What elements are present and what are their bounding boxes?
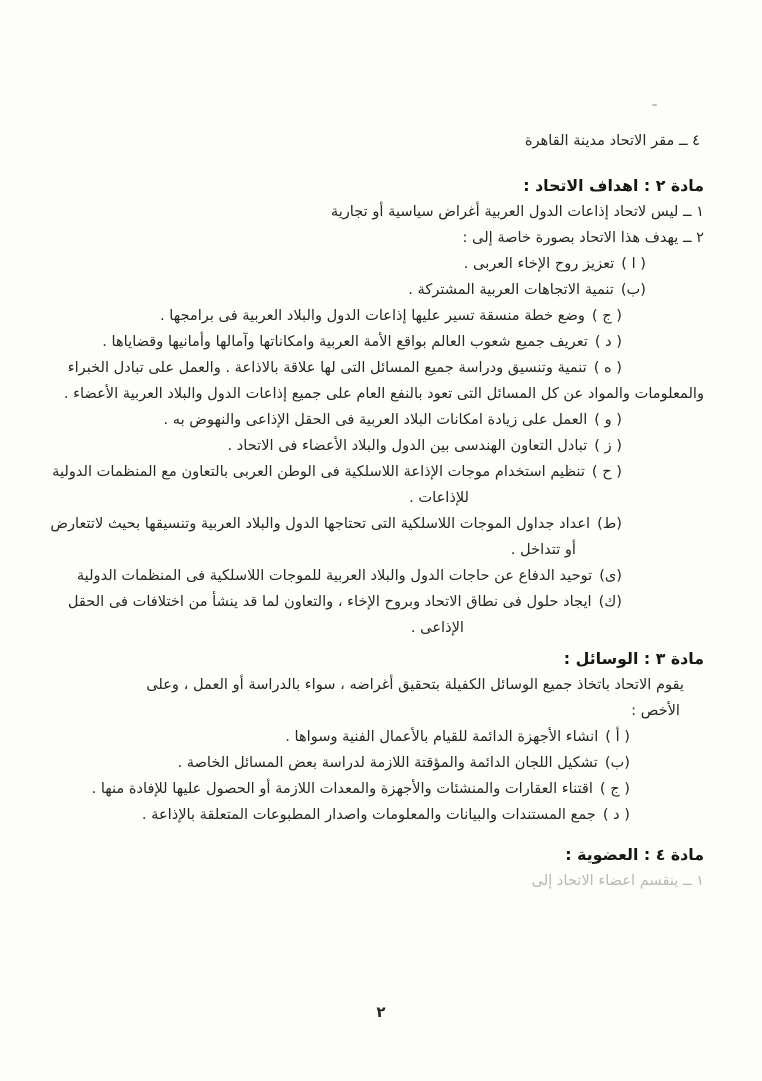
article-2-item-w — [100, 407, 704, 433]
item-text: تعريف جميع شعوب العالم بواقع الأمة العربية وامكاناتها وآمالها وأمانيها وقضاياها . — [102, 333, 588, 350]
page-number: ٢ — [376, 1003, 386, 1021]
article-2-item-j — [100, 303, 704, 329]
item-text: ايجاد حلول فى نطاق الاتحاد وبروح الإخاء ، والتعاون لما قد ينشأ من اختلافات فى الحقل — [67, 593, 592, 610]
text-block — [50, 128, 704, 894]
item-marker: (ب) — [604, 754, 630, 771]
article-2-item-t-continuation: أو تتداخل . — [510, 541, 576, 558]
item-marker: ( ا ) — [621, 255, 646, 272]
item-marker: (ب) — [620, 281, 646, 298]
headquarters-line: ٤ ــ مقر الاتحاد مدينة القاهرة — [524, 132, 700, 149]
item-text: انشاء الأجهزة الدائمة للقيام بالأعمال الفنية وسواها . — [285, 728, 599, 745]
item-marker: ( ه ) — [593, 359, 622, 376]
item-marker: ( ز ) — [594, 437, 622, 454]
article-2-item-h-continuation: والمعلومات والمواد عن كل المسائل التى تعود بالنفع العام على جميع إذاعات الدول والبلاد العربية الأعضاء . — [63, 385, 704, 402]
article-2-item-t — [50, 511, 704, 537]
item-marker: ( أ ) — [605, 728, 630, 745]
item-text: وضع خطة منسقة تسير عليها إذاعات الدول والبلاد العربية فى برامجها . — [160, 307, 585, 324]
scan-speck — [652, 104, 657, 106]
item-text: تعزيز روح الإخاء العربى . — [463, 255, 615, 272]
article-2-item-k-continuation: الإذاعى . — [410, 619, 464, 636]
article-2-numbered-1: ١ ــ ليس لاتحاد إذاعات الدول العربية أغراض سياسية أو تجارية — [330, 203, 704, 220]
item-marker: (ى) — [599, 567, 622, 584]
article-2-heading: مادة ٢ : اهداف الاتحاد : — [523, 176, 704, 195]
article-3-intro-line-1: يقوم الاتحاد باتخاذ جميع الوسائل الكفيلة بتحقيق أغراضه ، سواء بالدراسة أو العمل ، وعلى — [146, 676, 684, 693]
article-3-heading: مادة ٣ : الوسائل : — [563, 649, 704, 668]
article-2-item-z — [100, 433, 704, 459]
item-marker: ( ج ) — [591, 307, 622, 324]
article-3-item-d — [100, 802, 704, 828]
item-marker: (ك) — [598, 593, 622, 610]
article-3-intro-line-2: الأخص : — [631, 702, 680, 719]
item-text: تشكيل اللجان الدائمة والمؤقتة اللازمة لدراسة بعض المسائل الخاصة . — [177, 754, 598, 771]
article-2-item-hh-continuation: للإذاعات . — [409, 489, 469, 506]
article-4-heading: مادة ٤ : العضوية : — [565, 845, 704, 864]
item-text: جمع المستندات والبيانات والمعلومات واصدار المطبوعات المتعلقة بالإذاعة . — [141, 806, 596, 823]
item-marker: ( د ) — [602, 806, 630, 823]
item-text: تنظيم استخدام موجات الإذاعة اللاسلكية فى الوطن العربى بالتعاون مع المنظمات الدولية — [52, 463, 585, 480]
article-2-numbered-2: ٢ ــ يهدف هذا الاتحاد بصورة خاصة إلى : — [462, 229, 704, 246]
article-3-item-j — [91, 776, 704, 802]
item-marker: ( ج ) — [599, 780, 630, 797]
item-marker: ( ح ) — [591, 463, 622, 480]
item-text: اقتناء العقارات والمنشئات والأجهزة والمعدات اللازمة أو الحصول عليها للإفادة منها . — [91, 780, 593, 797]
item-text: توحيد الدفاع عن حاجات الدول والبلاد العربية للموجات اللاسلكية فى المنظمات الدولية — [76, 567, 593, 584]
item-marker: ( د ) — [594, 333, 622, 350]
article-4-faded-line: ١ ــ ينقسم اعضاء الاتحاد إلى — [531, 872, 704, 889]
article-2-item-a — [100, 251, 704, 277]
article-2-item-d — [100, 329, 704, 355]
item-text: تنمية الاتجاهات العربية المشتركة . — [408, 281, 614, 298]
item-text: اعداد جداول الموجات اللاسلكية التى تحتاجها الدول والبلاد العربية وتنسيقها بحيث لاتتعارض — [50, 515, 591, 532]
article-2-item-h — [67, 355, 704, 381]
article-2-item-b — [100, 277, 704, 303]
item-text: تبادل التعاون الهندسى بين الدول والبلاد الأعضاء فى الاتحاد . — [227, 437, 588, 454]
article-2-item-y — [76, 563, 704, 589]
article-2-item-hh — [52, 459, 704, 485]
item-text: العمل على زيادة امكانات البلاد العربية فى الحقل الإذاعى والنهوض به . — [163, 411, 588, 428]
item-marker: ( و ) — [594, 411, 622, 428]
article-2-item-k — [67, 589, 704, 615]
item-marker: (ط) — [597, 515, 622, 532]
item-text: تنمية وتنسيق ودراسة جميع المسائل التى لها علاقة بالاذاعة . والعمل على تبادل الخبراء — [67, 359, 587, 376]
article-3-item-a — [100, 724, 704, 750]
article-3-item-b — [100, 750, 704, 776]
